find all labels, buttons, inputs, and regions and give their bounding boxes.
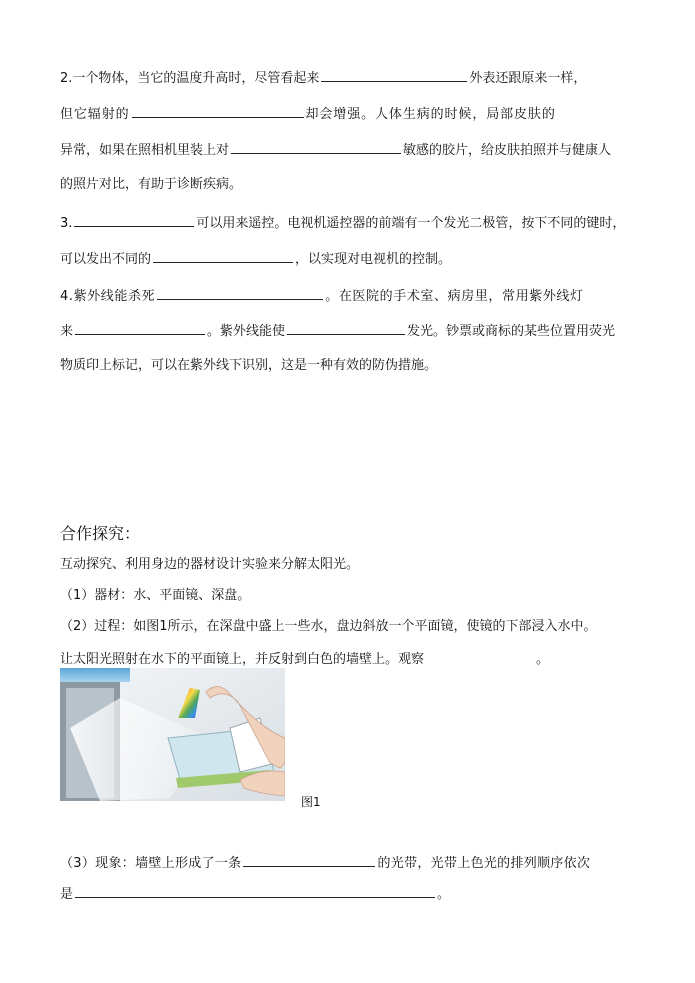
section-intro: 互动探究、利用身边的器材设计实验来分解太阳光。 xyxy=(60,557,360,572)
step-1-materials: （1）器材：水、平面镜、深盘。 xyxy=(60,588,251,603)
answer-blank[interactable] xyxy=(157,286,323,300)
q2-text: 2.一个物体，当它的温度升高时，尽管看起来 xyxy=(60,71,320,86)
step-2-process-line-2 xyxy=(60,649,549,669)
answer-blank[interactable] xyxy=(74,213,194,227)
answer-blank[interactable] xyxy=(153,249,293,263)
step-3-phenomenon-line-2 xyxy=(60,884,450,904)
step-3-phenomenon-line-1 xyxy=(60,853,590,873)
answer-blank[interactable] xyxy=(321,68,467,82)
section-heading: 合作探究： xyxy=(60,524,141,543)
q3-text: ，以实现对电视机的控制。 xyxy=(295,252,452,267)
q3-line-2 xyxy=(60,249,451,269)
answer-blank[interactable] xyxy=(426,649,534,663)
q4-text: 4.紫外线能杀死 xyxy=(60,289,156,304)
window-sky xyxy=(60,668,130,682)
experiment-illustration xyxy=(60,668,285,801)
figure-caption: 图1 xyxy=(301,795,321,809)
answer-blank[interactable] xyxy=(75,321,205,335)
step-3-text: 的光带，光带上色光的排列顺序依次 xyxy=(377,856,591,871)
answer-blank[interactable] xyxy=(287,321,405,335)
figure-1-illustration xyxy=(60,668,285,801)
q2-line-1 xyxy=(60,68,586,88)
q3-line-1 xyxy=(60,213,625,233)
answer-blank[interactable] xyxy=(132,104,304,118)
q2-line-2 xyxy=(60,104,556,124)
q2-text: 却会增强。人体生病的时候，局部皮肤的 xyxy=(305,107,556,122)
answer-blank[interactable] xyxy=(75,884,435,898)
q4-line-2 xyxy=(60,321,615,341)
q3-text: 可以用来遥控。电视机遥控器的前端有一个发光二极管，按下不同的键时， xyxy=(196,216,626,231)
q4-text: 。紫外线能使 xyxy=(207,324,286,339)
q4-line-1 xyxy=(60,286,584,306)
q2-line-3 xyxy=(60,140,611,160)
q3-text: 可以发出不同的 xyxy=(60,252,152,267)
answer-blank[interactable] xyxy=(231,140,401,154)
step-3-text: （3）现象：墙壁上形成了一条 xyxy=(60,856,242,871)
step-2-process-line-1: （2）过程：如图1所示，在深盘中盛上一些水，盘边斜放一个平面镜，使镜的下部浸入水中。 xyxy=(60,619,597,634)
q2-text: 外表还跟原来一样， xyxy=(469,71,587,86)
step-3-text: 是 xyxy=(60,887,74,902)
q2-text: 但它辐射的 xyxy=(60,107,130,122)
q4-text: 来 xyxy=(60,324,74,339)
q2-text: 敏感的胶片，给皮肤拍照并与健康人 xyxy=(403,143,612,158)
step-3-text: 。 xyxy=(437,887,451,902)
q3-text: 3. xyxy=(60,216,73,231)
q4-line-3: 物质印上标记，可以在紫外线下识别，这是一种有效的防伪措施。 xyxy=(60,358,438,373)
q2-text: 异常，如果在照相机里装上对 xyxy=(60,143,230,158)
q4-text: 发光。钞票或商标的某些位置用荧光 xyxy=(407,324,616,339)
answer-blank[interactable] xyxy=(243,853,375,867)
q2-line-4: 的照片对比，有助于诊断疾病。 xyxy=(60,177,243,192)
step-2-text: 让太阳光照射在水下的平面镜上，并反射到白色的墙壁上。观察 xyxy=(60,652,425,667)
q4-text: 。在医院的手术室、病房里，常用紫外线灯 xyxy=(325,289,584,304)
step-2-text: 。 xyxy=(536,652,550,667)
